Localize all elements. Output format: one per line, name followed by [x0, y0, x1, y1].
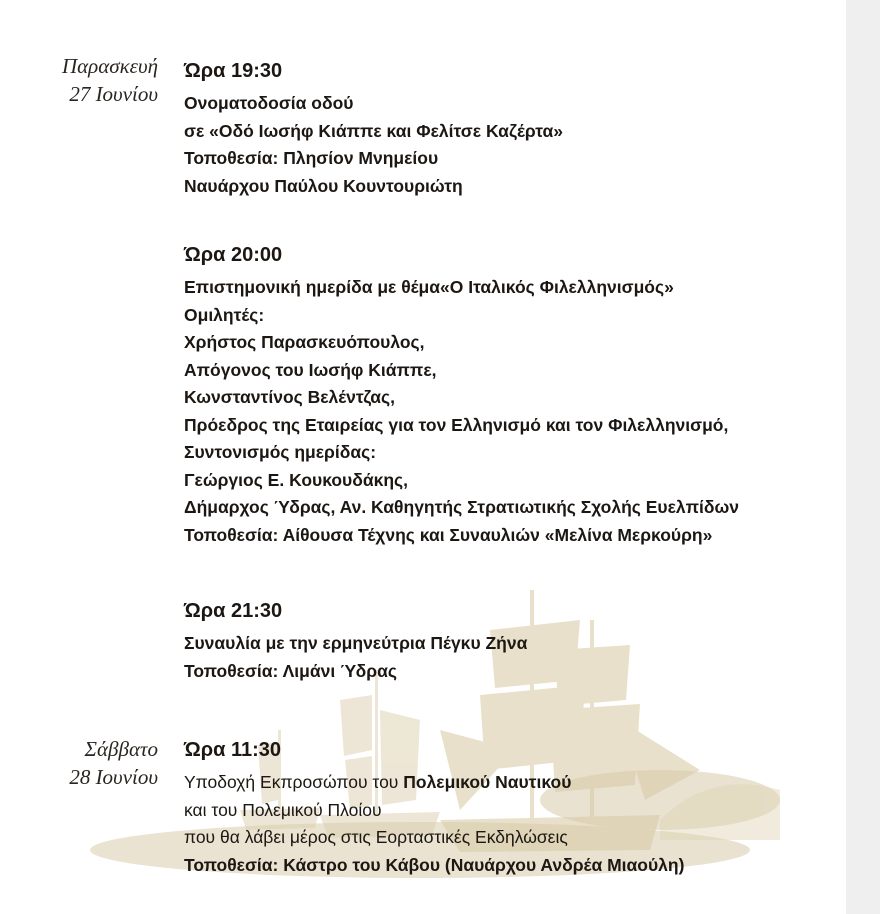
event-2000	[184, 242, 834, 549]
event-line: Τοποθεσία: Κάστρο του Κάβου (Ναυάρχου Ανδρέα Μιαούλη)	[184, 854, 685, 875]
day-name: Σάββατο	[84, 737, 158, 761]
event-line: Ονοματοδοσία οδού	[184, 93, 354, 113]
event-1930	[184, 58, 834, 200]
event-line: που θα λάβει μέρος στις Εορταστικές Εκδηλώσεις	[184, 827, 568, 847]
event-line: Συντονισμός ημερίδας:	[184, 442, 377, 462]
day-name: Παρασκευή	[61, 54, 158, 78]
day-label-saturday	[20, 735, 158, 791]
event-line: Συναυλία με την ερμηνεύτρια Πέγκυ Ζήνα	[184, 633, 528, 653]
event-line: Δήμαρχος Ύδρας, Αν. Καθηγητής Στρατιωτικής Σχολής Ευελπίδων	[184, 497, 740, 517]
event-time: Ώρα 11:30	[184, 739, 282, 761]
page-edge-strip	[846, 0, 880, 914]
event-line: Ομιλητές:	[184, 304, 265, 325]
event-line: Πρόεδρος της Εταιρείας για τον Ελληνισμό και τον Φιλελληνισμό,	[184, 414, 729, 435]
event-time: Ώρα 19:30	[184, 60, 283, 82]
event-line: Γεώργιος Ε. Κουκουδάκης,	[184, 469, 409, 490]
event-line-bold: Πολεμικού Ναυτικού	[403, 772, 572, 792]
day-date: 27 Ιουνίου	[69, 82, 158, 106]
event-line: Τοποθεσία: Αίθουσα Τέχνης και Συναυλιών «Μελίνα Μερκούρη»	[184, 524, 713, 545]
event-line: Τοποθεσία: Λιμάνι Ύδρας	[184, 660, 397, 681]
event-time: Ώρα 21:30	[184, 600, 283, 622]
event-line: Κωνσταντίνος Βελέντζας,	[184, 387, 396, 407]
event-time: Ώρα 20:00	[184, 244, 283, 266]
event-line: σε «Οδό Ιωσήφ Κιάππε και Φελίτσε Καζέρτα»	[184, 120, 564, 141]
event-1130	[184, 737, 834, 879]
day-label-friday	[20, 52, 158, 108]
event-line: Ναυάρχου Παύλου Κουντουριώτη	[184, 175, 463, 196]
event-line: Απόγονος του Ιωσήφ Κιάππε,	[184, 359, 437, 380]
event-line	[184, 769, 834, 797]
event-line: Χρήστος Παρασκευόπουλος,	[184, 332, 425, 352]
event-line: Επιστημονική ημερίδα με θέμα«Ο Ιταλικός Φιλελληνισμός»	[184, 277, 674, 297]
event-line: και του Πολεμικού Πλοίου	[184, 799, 382, 820]
event-line: Τοποθεσία: Πλησίον Μνημείου	[184, 148, 439, 168]
event-line-regular: Υποδοχή Εκπροσώπου του	[184, 772, 404, 792]
event-2130	[184, 598, 834, 685]
day-date: 28 Ιουνίου	[69, 765, 158, 789]
